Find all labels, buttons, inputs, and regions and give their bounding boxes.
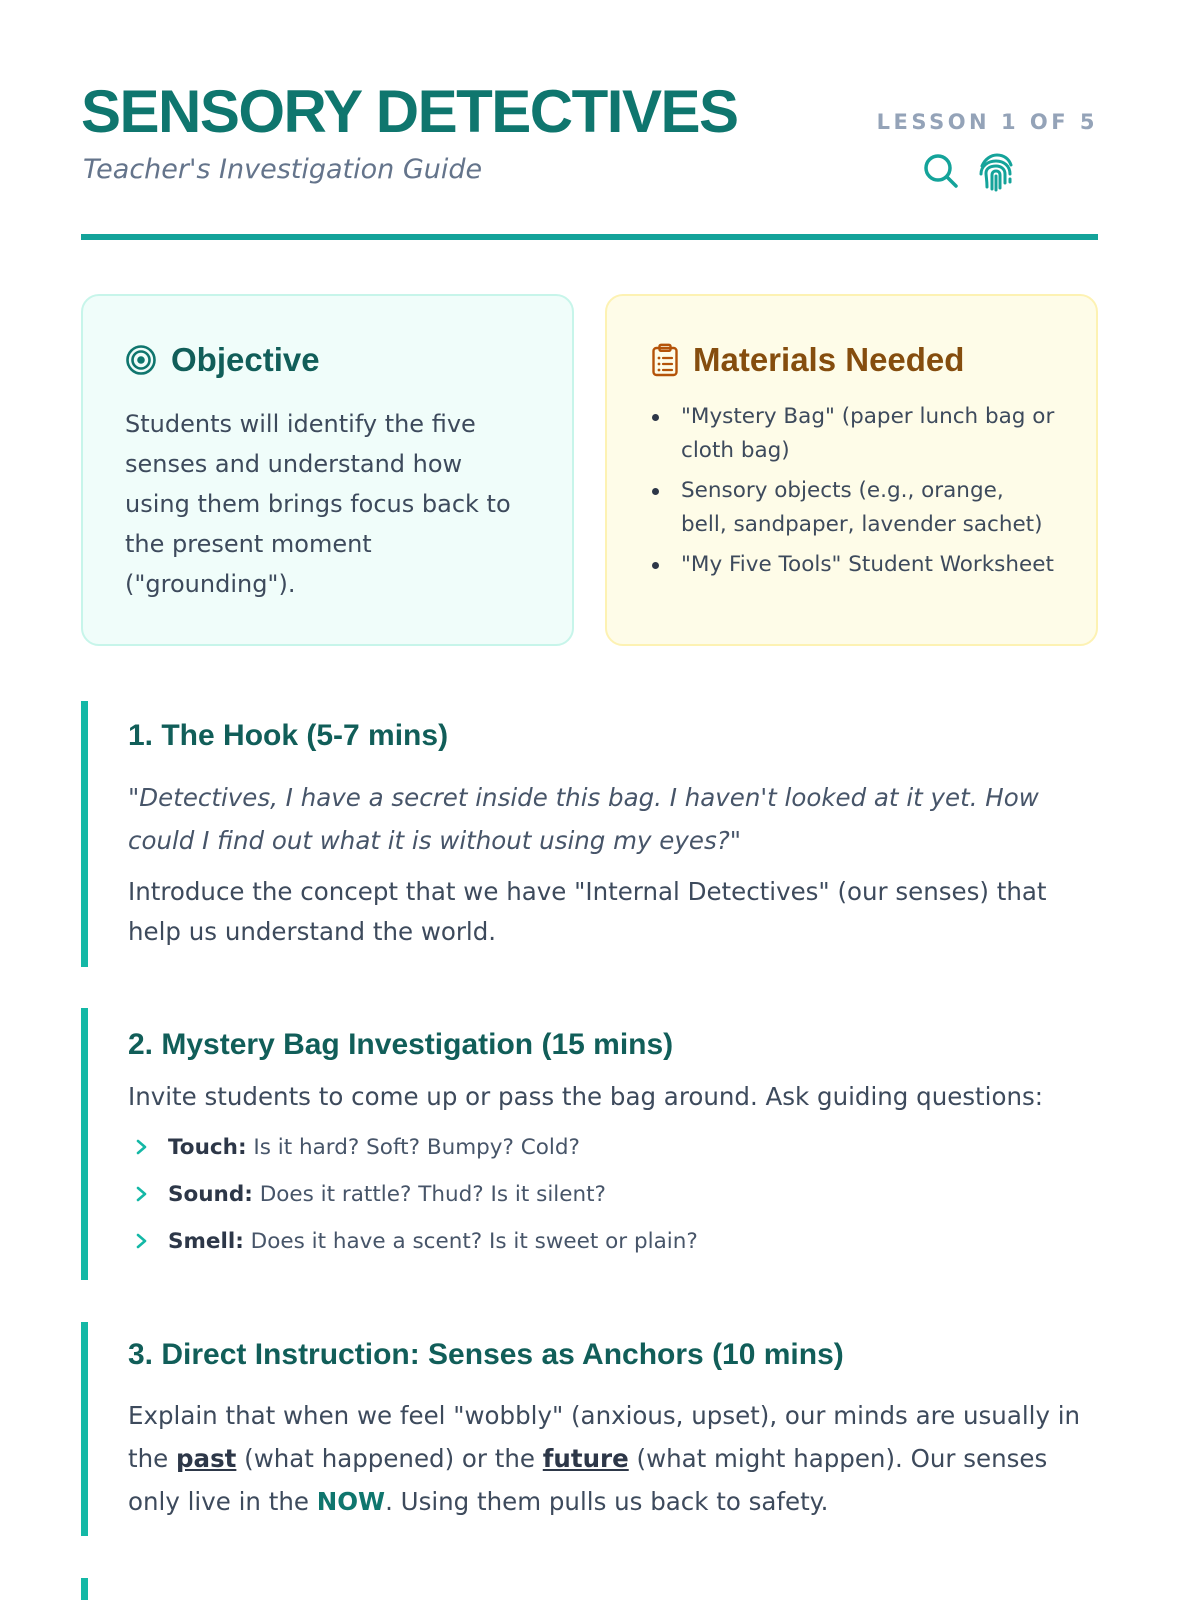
mystery-body: Invite students to come up or pass the bag around. Ask guiding questions: (128, 1082, 1044, 1111)
header-divider (81, 234, 1098, 240)
lesson-counter: LESSON 1 OF 5 (876, 110, 1098, 134)
question-text: Does it have a scent? Is it sweet or plain? (243, 1229, 698, 1254)
hook-body: Introduce the concept that we have "Internal Detectives" (our senses) that help us understand the world. (128, 877, 1047, 946)
chevron-right-icon (132, 1135, 152, 1159)
objective-header (125, 340, 532, 380)
question-label: Sound: (168, 1182, 253, 1207)
page-subtitle: Teacher's Investigation Guide (83, 154, 483, 185)
materials-card (605, 294, 1098, 646)
guiding-questions (128, 1133, 1098, 1274)
material-item: "My Five Tools" Student Worksheet (651, 548, 1056, 582)
target-icon (125, 344, 157, 376)
section-title: 1. The Hook (5-7 mins) (128, 719, 449, 752)
direct-text: (what might happen). Our senses only live in the (128, 1444, 1048, 1516)
question-item (128, 1180, 1098, 1227)
direct-body (128, 1394, 1098, 1523)
info-cards (81, 294, 1098, 646)
objective-title: Objective (171, 341, 320, 378)
future-emphasis: future (542, 1444, 629, 1473)
direct-text: (what happened) or the (236, 1444, 543, 1473)
objective-text: Students will identify the five senses and understand how using them brings focus back to the present moment ("grounding"). (125, 410, 511, 598)
magnifier-icon (922, 152, 960, 190)
material-item: "Mystery Bag" (paper lunch bag or cloth bag) (651, 400, 1056, 468)
past-emphasis: past (176, 1444, 237, 1473)
page-header (81, 0, 1098, 236)
section-direct-instruction (81, 1322, 1098, 1536)
question-text: Is it hard? Soft? Bumpy? Cold? (246, 1135, 580, 1160)
question-label: Smell: (168, 1229, 244, 1254)
hook-quote: "Detectives, I have a secret inside this bag. I haven't looked at it yet. How could I find out what it is without using my eyes?" (128, 783, 1039, 855)
materials-header (651, 340, 1056, 380)
section-mystery-bag (81, 1008, 1098, 1280)
materials-list (651, 400, 1056, 582)
page-title: SENSORY DETECTIVES (81, 78, 738, 145)
direct-text: . Using them pulls us back to safety. (385, 1487, 829, 1516)
material-item: Sensory objects (e.g., orange, bell, sandpaper, lavender sachet) (651, 474, 1056, 542)
direct-text: Explain that when we feel "wobbly" (anxious, upset), our minds are usually in the (128, 1401, 1081, 1473)
clipboard-icon (651, 343, 679, 377)
objective-card (81, 294, 574, 646)
question-item (128, 1227, 1098, 1274)
materials-title: Materials Needed (693, 341, 965, 378)
fingerprint-icon (976, 152, 1016, 192)
section-hook (81, 701, 1098, 967)
section-next (81, 1578, 1098, 1600)
question-item (128, 1133, 1098, 1180)
question-label: Touch: (168, 1135, 247, 1160)
section-title: 2. Mystery Bag Investigation (15 mins) (128, 1028, 674, 1061)
now-emphasis: NOW (316, 1487, 386, 1516)
question-text: Does it rattle? Thud? Is it silent? (252, 1182, 606, 1207)
chevron-right-icon (132, 1229, 152, 1253)
header-icons (922, 152, 1016, 192)
chevron-right-icon (132, 1182, 152, 1206)
section-title: 3. Direct Instruction: Senses as Anchors (10 mins) (128, 1338, 844, 1371)
